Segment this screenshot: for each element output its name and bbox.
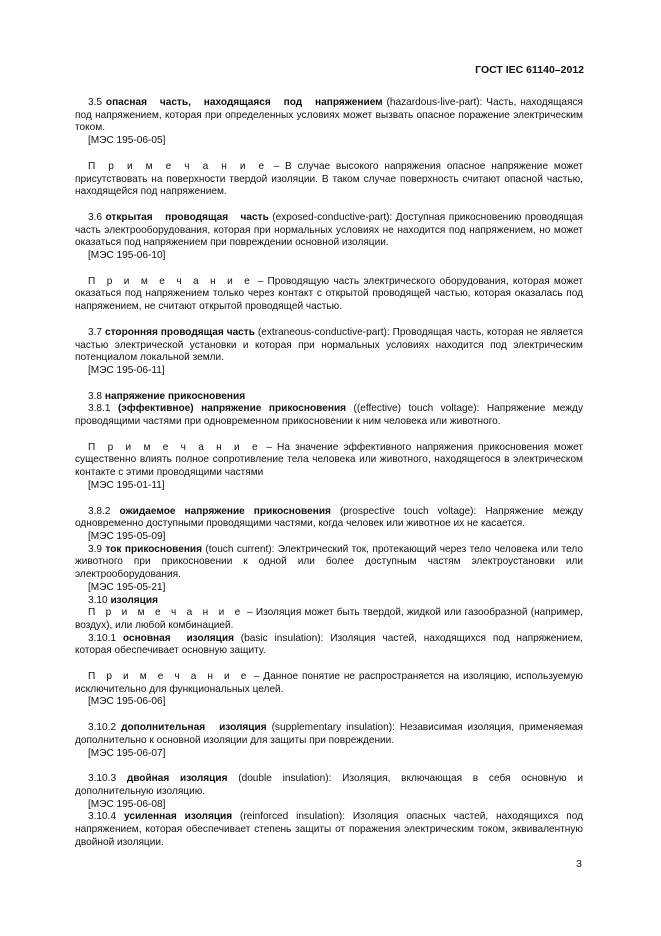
definition-text: (reinforced insulation): Изоляция опасных частей, находящихся под напряжением, которая обеспечивает степень защиты от поражения электрическим током, эквивалентную двойной изоляции. [75, 811, 583, 848]
clause-number: 3.9 [88, 543, 103, 555]
clause-number: 3.8 [88, 390, 103, 402]
note [75, 442, 583, 480]
note [75, 161, 583, 199]
definition-3-10-4 [75, 811, 583, 849]
clause-number: 3.10.2 [88, 722, 117, 734]
document-body [75, 97, 583, 849]
definition-text: (extraneous-conductive-part): Проводящая часть, которая не является частью электрической установки и которая при нормальных условиях находится под электрическим потенциалом локальной земли. [75, 326, 584, 364]
definition-3-10-2 [75, 722, 583, 747]
note-text: – В случае высокого напряжения опасное напряжение может присутствовать на поверхности твердой изоляции. В таком случае поверхность считают опасной частью, находящейся под напряжением. [75, 160, 583, 198]
term: опасная часть, находящаяся под напряжением [105, 97, 383, 108]
definition-3-9 [75, 544, 583, 582]
term: сторонняя проводящая часть [104, 326, 255, 338]
definition-text: (exposed-conductive-part): Доступная прикосновению проводящая часть электрооборудования, которая при нормальных условиях не находится под напряжением, но может оказаться под напряжением при повреждении основной изоляции. [75, 211, 583, 249]
clause-number: 3.8.1 [88, 403, 111, 415]
clause-number: 3.10 [88, 594, 108, 606]
definition-3-10-3 [75, 773, 583, 798]
note-label: П р и м е ч а н и е [88, 441, 262, 453]
reference: [МЭС 195-06-10] [88, 250, 166, 262]
definition-3-10 [75, 595, 583, 608]
term: ток прикосновения [105, 543, 203, 555]
note-text: – Изоляция может быть твердой, жидкой или газообразной (например, воздух), или любой комбинацией. [75, 607, 583, 631]
note-text: – Проводящую часть электрического оборудования, которая может оказаться под напряжением только через контакт с открытой проводящей частью, которая оказалась под напряжением, не считают открытой проводящей частью. [75, 275, 583, 313]
clause-number: 3.7 [88, 326, 103, 338]
note-label: П р и м е ч а н и е [88, 160, 268, 172]
clause-number: 3.5 [88, 97, 103, 108]
page-number: 3 [576, 858, 582, 870]
definition-3-8-1 [75, 403, 583, 428]
definition-text: (basic insulation): Изоляция частей, находящихся под напряжением, которая обеспечивает основную защиту. [75, 632, 583, 657]
term: изоляция [110, 594, 158, 606]
note [75, 671, 583, 696]
term: двойная изоляция [126, 773, 228, 785]
clause-number: 3.10.1 [88, 632, 117, 644]
definition-3-8 [75, 391, 583, 404]
note-label: П р и м е ч а н и е [88, 607, 244, 619]
reference: [МЭС 195-06-07] [88, 747, 166, 759]
clause-number: 3.10.4 [88, 811, 117, 823]
reference: [МЭС 195-06-08] [88, 798, 166, 810]
definition-text: ((effective) touch voltage): Напряжение между проводящими частями при одновременном прикосновении к ним человека или животного. [75, 403, 583, 428]
definition-text: (double insulation): Изоляция, включающая в себя основную и дополнительную изоляцию. [75, 773, 583, 797]
note [75, 607, 583, 632]
definition-text: (prospective touch voltage): Напряжение между одновременно доступными проводящими частями, когда человек или животное их не касается. [75, 505, 583, 530]
clause-number: 3.8.2 [88, 505, 111, 517]
note-text: – Данное понятие не распространяется на изоляцию, используемую исключительно для функциональных целей. [75, 671, 583, 695]
term: открытая проводящая часть [105, 211, 269, 223]
reference: [МЭС 195-05-09] [88, 530, 166, 542]
note [75, 276, 583, 314]
term: усиленная изоляция [123, 811, 233, 823]
clause-number: 3.10.3 [88, 773, 117, 785]
term: (эффективное) напряжение прикосновения [117, 403, 347, 415]
term: основная изоляция [122, 632, 234, 644]
standard-header: ГОСТ IEC 61140–2012 [475, 64, 584, 76]
note-label: П р и м е ч а н и е [88, 671, 250, 683]
definition-text: (touch current): Электрический ток, протекающий через тело человека или тело животного при прикосновении к одной или более доступным частям электроустановки или электрооборудования. [75, 543, 583, 581]
definition-3-6 [75, 212, 583, 250]
term: дополнительная изоляция [121, 722, 267, 734]
note-text: – На значение эффективного напряжения прикосновения может существенно влиять полное сопротивление тела человека или животного, находящегося в электрическом контакте с этими проводящими частями [75, 441, 583, 479]
reference: [МЭС 195-06-05] [88, 135, 166, 147]
reference: [МЭС 195-06-06] [88, 696, 166, 708]
clause-number: 3.6 [88, 211, 103, 223]
definition-3-8-2 [75, 506, 583, 531]
definition-3-10-1 [75, 633, 583, 658]
definition-text: (supplementary insulation): Независимая изоляция, применяемая дополнительно к основной изоляции для защиты при повреждении. [75, 722, 583, 746]
definition-3-7 [75, 327, 583, 365]
term: напряжение прикосновения [104, 390, 246, 402]
reference: [МЭС 195-06-11] [88, 364, 165, 376]
reference: [МЭС 195-01-11] [88, 479, 165, 491]
note-label: П р и м е ч а н и е [88, 275, 254, 287]
definition-text: (hazardous-live-part): Часть, находящаяся под напряжением, которая при определенных условиях может вызвать опасное поражение электрическим током. [75, 97, 583, 134]
reference: [МЭС 195-05-21] [88, 581, 166, 593]
definition-3-5 [75, 97, 583, 135]
term: ожидаемое напряжение прикосновения [119, 505, 331, 517]
